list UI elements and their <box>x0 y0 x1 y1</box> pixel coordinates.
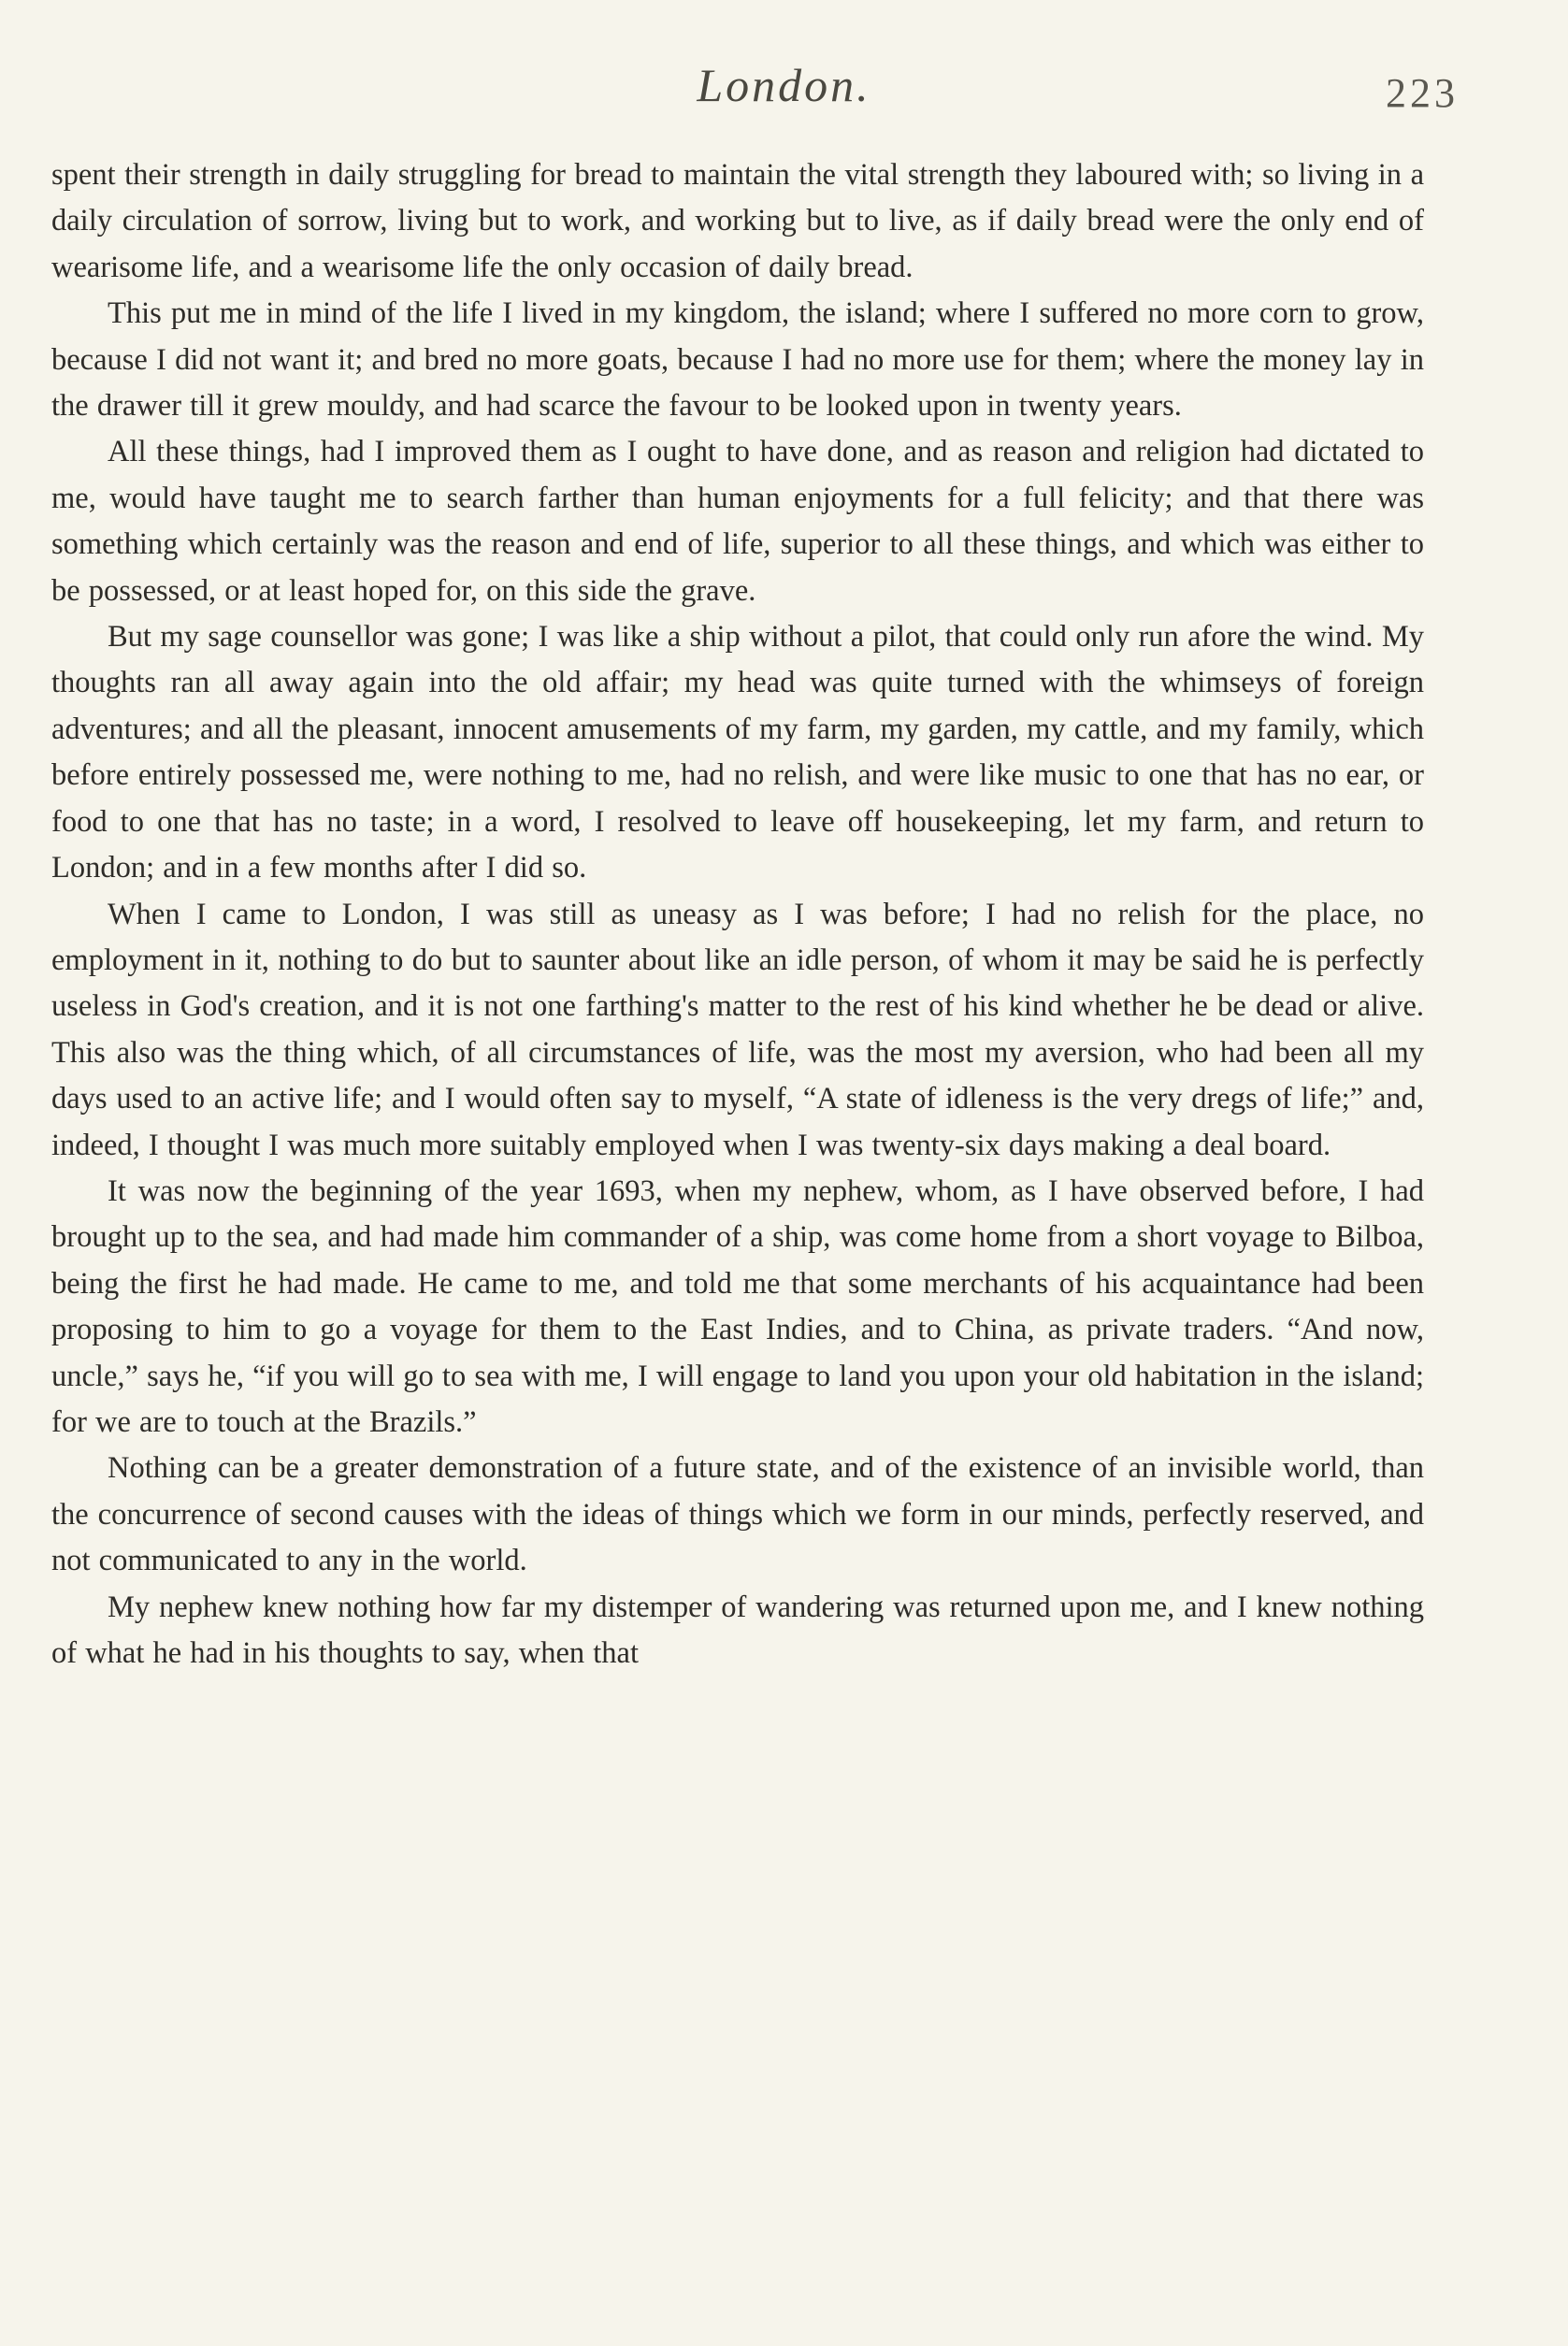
paragraph: But my sage counsellor was gone; I was like a ship without a pilot, that could only run afore the wind. My thoughts ran all away again into the old affair; my head was quite turned with the whimseys of foreign adventures; and all the pleasant, innocent amusements of my farm, my garden, my cattle, and my family, which before entirely possessed me, were nothing to me, had no relish, and were like music to one that has no ear, or food to one that has no taste; in a word, I resolved to leave off housekeeping, let my farm, and return to London; and in a few months after I did so. <box>51 620 1424 885</box>
paragraph: Nothing can be a greater demonstration of a future state, and of the existence of an invisible world, than the concurrence of second causes with the ideas of things which we form in our minds, perfectly reserved, and not communicated to any in the world. <box>51 1451 1424 1578</box>
paragraph: It was now the beginning of the year 1693, when my nephew, whom, as I have observed before, I had brought up to the sea, and had made him commander of a ship, was come home from a short voyage to Bilboa, being the first he had made. He came to me, and told me that some merchants of his acquaintance had been proposing to him to go a voyage for them to the East Indies, and to China, as private traders. “And now, uncle,” says he, “if you will go to sea with me, I will engage to land you upon your old habitation in the island; for we are to touch at the Brazils.” <box>51 1173 1424 1439</box>
running-title: London. <box>697 59 871 111</box>
paragraph: When I came to London, I was still as uneasy as I was before; I had no relish for the place, no employment in it, nothing to do but to saunter about like an idle person, of whom it may be said he is perfectly useless in God's creation, and it is not one farthing's matter to the rest of his kind whether he be dead or alive. This also was the thing which, of all circumstances of life, was the most my aversion, who had been all my days used to an active life; and I would often say to myself, “A state of idleness is the very dregs of life;” and, indeed, I thought I was much more suitably employed when I was twenty-six days making a deal board. <box>51 897 1424 1162</box>
paragraph: spent their strength in daily struggling for bread to maintain the vital strength they laboured with; so living in a daily circulation of sorrow, living but to work, and working but to live, as if daily bread were the only end of wearisome life, and a wearisome life the only occasion of daily bread. <box>51 158 1424 284</box>
paragraph: This put me in mind of the life I lived in my kingdom, the island; where I suffered no more corn to grow, because I did not want it; and bred no more goats, because I had no more use for them; where the money lay in the drawer till it grew mouldy, and had scarce the favour to be looked upon in twenty years. <box>51 296 1424 424</box>
body-text <box>51 152 1424 1677</box>
paragraph: All these things, had I improved them as I ought to have done, and as reason and religion had dictated to me, would have taught me to search farther than human enjoyments for a full felicity; and that there was something which certainly was the reason and end of life, superior to all these things, and which was either to be possessed, or at least hoped for, on this side the grave. <box>51 435 1424 608</box>
paragraph: My nephew knew nothing how far my distemper of wandering was returned upon me, and I knew nothing of what he had in his thoughts to say, when that <box>51 1590 1424 1670</box>
page-number: 223 <box>1386 70 1459 116</box>
